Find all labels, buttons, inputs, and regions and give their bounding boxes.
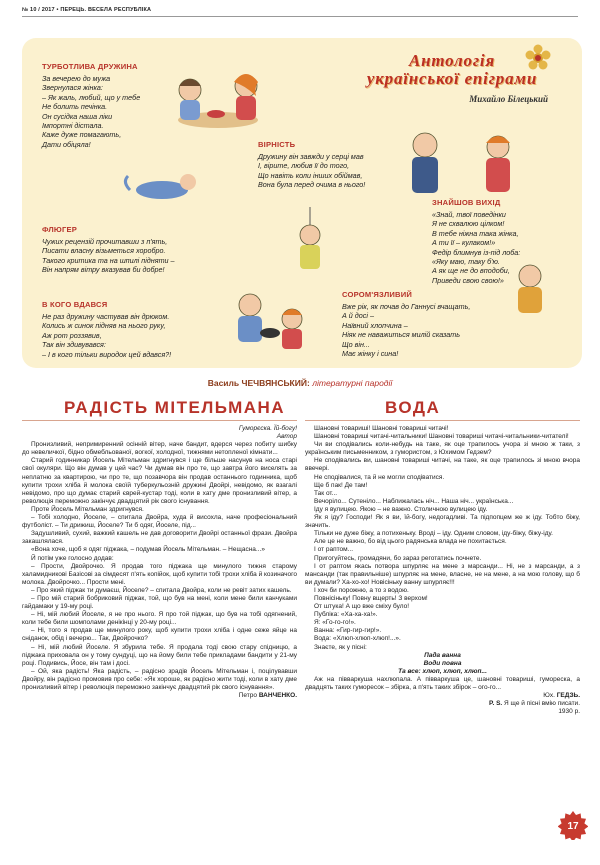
left-title-rule <box>22 420 297 421</box>
story-paragraph: Тільки не дуже біжу, а потихеньку. Вроді – іду. Одним словом, іду-біжу, біжу-іду. <box>314 530 553 538</box>
story-paragraph: Вечоріло... Сутеніло... Наближалась ніч... Наша ніч... українська... <box>314 497 514 505</box>
story-paragraph: Знаєте, як у пісні: <box>314 643 367 651</box>
critic-weathervane-illustration <box>280 205 340 275</box>
signature-last: ВАНЧЕНКО. <box>258 692 297 700</box>
story-paragraph: Але це не важно, бо від цього радянська влада не похитається. <box>314 538 507 546</box>
story-paragraph: Не сподівались ви, шановні товариші читачі, на таке, як оце трапилось зі мною вчора ввечері. <box>305 457 580 473</box>
anthology-title-line2: української епіграми <box>366 69 538 88</box>
epigram-line: А ти її – кулаком!» <box>432 238 496 248</box>
story-paragraph: Ванна: «Гир-гир-гир!». <box>314 627 382 635</box>
epigram-line: Каже дуже помагають, <box>42 130 122 140</box>
story-paragraph: Іду я вулицею. Якою – не важно. Столичною вулицею іду. <box>314 505 488 513</box>
epigram-line: В тебе ніжна така жінка, <box>432 228 519 238</box>
story-paragraph: «Вона хоче, щоб я одяг піджака, – подумав Йосель Мітельман. – Нещасна...» <box>31 546 265 554</box>
signature-last: ГЕДЗЬ. <box>556 692 580 700</box>
epigram-line: Аж рот роззявив, <box>42 330 102 340</box>
epigram-caring-wife <box>42 62 140 149</box>
story-paragraph: – Тобі холодно, Йоселе, – спитала Двойра, худа й висохла, наче професіональний футболіст. – Ти дрижиш, Йоселе? Ти б одяг, Йоселе, під... <box>22 514 297 530</box>
story-paragraph: – Ні, мій любий Йоселе. Я збурила тебе. Я продала тоді свою стару спідницю, а піджака приховала он у тому сундуці, що на йому били тебе прикладами бандити у 21-му році. Подивись, Йосе, він там і досі. <box>22 643 297 667</box>
story-paragraph: – Ні, того я продав ще минулого року, щоб купити трохи хліба і одне сеже яйце на сніданок, обід і вечерю... Так, Двойрочко? <box>22 627 297 643</box>
ps-text: Я ще й пісні вмію писати. <box>504 700 580 708</box>
epigram-line: Імпортні дістала. <box>42 121 104 131</box>
story-paragraph: І от раптом... <box>314 546 354 554</box>
story-paragraph: Й потім уже голосно додав: <box>31 554 114 562</box>
story-paragraph: Пронизливий, непримиренний осінній вітер, наче бандит, вдерся через побиту шибку до невеличкої, бідно обмебльованої, вогкої, холодної, тижнями нетопленої кімнати... <box>22 441 297 457</box>
left-story-signature <box>22 692 297 700</box>
epigram-line: Такого критика та на шпилі підняти – <box>42 255 175 265</box>
epigram-line: «Знай, твої поведінки <box>432 210 506 219</box>
story-paragraph: Не сподівалися, та й не могли сподіватися. <box>314 473 445 481</box>
epigram-line: Що він... <box>342 339 370 349</box>
anthology-author: Михайло Білецький <box>469 94 548 104</box>
story-paragraph: Повнісіньку! Повну вщерть! З верхом! <box>314 594 428 602</box>
page-number-badge-icon <box>558 810 588 840</box>
epigram-whom-he-takes-after <box>42 300 171 359</box>
epigram-title: ВІРНІСТЬ <box>258 140 296 149</box>
song-line: Води повна <box>423 659 462 667</box>
epigram-line: Он сусідка наша ліки <box>42 111 113 121</box>
story-paragraph: Проте Йосель Мітельман здригнувся. <box>31 505 144 513</box>
anthology-title-line1: Антологія <box>408 51 496 70</box>
shy-boy-illustration <box>500 258 560 318</box>
anthology-heading <box>352 52 552 104</box>
epigram-title: СОРОМ'ЯЗЛИВИЙ <box>342 290 413 299</box>
right-story-title: ВОДА <box>385 398 441 417</box>
story-genre-note: Автор <box>276 433 297 441</box>
header-rule <box>22 16 578 17</box>
epigram-line: І, вірите, любив її до того, <box>258 161 350 171</box>
story-paragraph: Так от... <box>314 489 338 497</box>
story-paragraph: – Ой, яка радість! Яка радість, – радісно зрадів Йосель Мітельман і, поцілувавши Двойру, він радісно промовив про себе: «Як хороше, як радісно жити тоді, коли в хату дме пронизливий вітер і революція переможно закінчує двадцятий рік свого існування». <box>22 667 297 691</box>
right-story-column <box>305 425 580 716</box>
epigram-line: Писати власну візьметься хоробро. <box>42 246 166 256</box>
epigram-title: ТУРБОТЛИВА ДРУЖИНА <box>42 62 138 71</box>
cat-illustration <box>122 168 202 204</box>
page-number: 17 <box>567 821 579 832</box>
dinner-couple-illustration <box>160 64 280 144</box>
epigram-line: За вечерею до мужа <box>42 74 111 83</box>
left-story-title: РАДІСТЬ МІТЕЛЬМАНА <box>64 398 286 417</box>
epigram-shy-one <box>342 290 470 358</box>
epigram-title: ЗНАЙШОВ ВИХІД <box>432 198 501 207</box>
epigram-line: А як ще не до вподоби, <box>432 266 510 276</box>
ps-label: P. S. <box>488 700 503 708</box>
epigram-line: Наївний хлопчина – <box>342 320 408 330</box>
song-line: Та все: хлюп, хлюп, хлюп... <box>398 667 487 675</box>
left-story-column <box>22 425 297 700</box>
story-paragraph: Вода: «Хлюп-хлюп-хлюп!...». <box>314 635 401 643</box>
story-paragraph: – Про мій старий бобриковий піджак, той, що був на мені, коли мене били канчуками гайдамаки у 19-му році. <box>22 594 297 611</box>
story-paragraph: І от раптом якась потвора шпурляє на мене з марсанди... Ні, не з марсанди, а з мансанди (так правильніше) шпурляє на мене, власне, не на мене, а на мою голову, що б ви думали? Ха-хо-хо! Новісіньку ванну шпурляє!!! <box>305 562 580 586</box>
epigram-title: ФЛЮГЕР <box>42 225 77 234</box>
epigram-line: – І в кого тільки виродок цей вдався?! <box>42 349 172 359</box>
story-paragraph: Старий годинникар Йосель Мітельман здригнувся і ще більше насунув на носа старі свої окуляри. Що він думав у цей час? Чи думав він про те, що завтра його виселять за неплатню за квартирою, чи про те, що позавчора він продав останнього годинника, щоб купити трохи хліба й молока своїй туберкульозній дружині Двойрі, невідомо, як взагалі невідомо, про що думає старий єврей-кустар тоді, коли в хату дме пронизливий вітер, а революція переможно закінчує двадцятий рік свого існування. <box>22 457 297 505</box>
signature-first: Петро <box>238 692 257 700</box>
byline-subtitle: літературні пародії <box>312 378 393 388</box>
story-paragraph: Шановні товариші читачі-читальники! Шановні товариші читачі-читальники-читателі! <box>314 433 569 441</box>
epigram-line: Не раз дружину частував він дрюком. <box>42 312 170 321</box>
epigram-line: А й досі – <box>342 311 374 321</box>
right-story-signature <box>305 692 580 700</box>
epigram-line: Так він здивувався: <box>42 340 106 350</box>
story-paragraph: Як я іду? Господи! Як я ви, їй-богу, недогадливі. Та підпопцем же ж іду. Тобто біжу, значить. <box>305 514 580 530</box>
epigram-line: Приведи свою свою!» <box>432 275 504 285</box>
epigram-weathervane <box>42 225 175 275</box>
epigram-line: «Яку маю, таку б'ю. <box>432 257 500 267</box>
parody-byline <box>0 378 600 388</box>
story-paragraph: Пригогуйтесь, громадяни, бо зараз реготатись почнете. <box>314 554 482 562</box>
epigram-line: Колись ж синок підняв на нього руку, <box>42 321 166 331</box>
ps-year: 1930 р. <box>558 708 580 716</box>
story-paragraph: Аж на півваркуша нахлюпала. А півваркуша це, шановні товариші, гумореска, а двадцять таких гуморесок – збірка, а п'ять таких збірок – ого-го... <box>305 675 580 691</box>
issue-header: № 10 / 2017 • ПЕРЕЦЬ. ВЕСЕЛА РЕСПУБЛІКА <box>22 7 152 13</box>
father-son-illustration <box>220 285 320 355</box>
epigram-line: Звернулася жінка: <box>42 83 103 93</box>
story-paragraph: От штука! А що вже сміху було! <box>314 603 409 611</box>
epigram-title: В КОГО ВДАВСЯ <box>42 300 108 309</box>
story-paragraph: Шановні товариші! Шановні товариші читачі! <box>314 425 449 432</box>
byline-author: Василь ЧЕЧВЯНСЬКИЙ: <box>207 378 310 388</box>
story-paragraph: – Про який піджак ти думаєш, Йоселе? – спитала Двойра, коли не ревіт затих кашель. <box>31 586 292 594</box>
song-line: Пада ванна <box>424 651 461 659</box>
epigram-line: Ніяк не наважиться милій сказать <box>342 330 461 340</box>
story-paragraph: Ще б пак! Де там! <box>314 481 368 489</box>
story-paragraph: І хоч би порожню, а то з водою. <box>314 586 409 594</box>
epigram-line: Я не схвалюю цілком! <box>432 219 505 229</box>
epigram-line: Федір блимнув із-під лоба: <box>432 247 521 257</box>
story-paragraph: Чи ви сподівались коли-небудь на таке, як оце трапилось учора зі мною ж таки, з українським письменником, з гумористом, з Юхимом Гедзем? <box>305 441 580 457</box>
epigram-line: Дружину він завжди у серці мав <box>258 152 364 161</box>
epigram-fidelity <box>258 140 365 190</box>
story-paragraph: – Прости, Двойрочко. Я продав того піджака ще минулого тижня старому халамидникові Базісові за сімдесят п'ять копійок, щоб купити тобі трохи хліба й козиначого молока. Двойрочко... Прости мені. <box>22 562 297 586</box>
story-genre: Гуморєска. Їй-богу! <box>238 425 297 432</box>
epigram-line: Не болить печінка. <box>42 102 108 112</box>
epigram-line: Має жінку і сина! <box>342 349 399 359</box>
story-paragraph: Задушливий, сухий, важкий кашель не дав договорити Двойрі останньої фрази. Двойра закашлялася. <box>22 530 297 546</box>
story-paragraph: – Ні, мій любий Йоселе, я не про нього. Я про той піджак, що був на тобі одягнений, коли тебе били шомполами денікінці у 20-му році... <box>22 611 297 627</box>
epigram-line: Дати обіцяла! <box>42 139 91 149</box>
postscript <box>305 700 580 708</box>
epigram-line: Вже рік, як почав до Ганнусі вчащать, <box>342 302 471 311</box>
story-paragraph: Я: «Го-го-го!». <box>314 619 356 627</box>
epigram-line: Вона була перед очима в нього! <box>258 180 366 190</box>
signature-first: Юх. <box>543 692 555 700</box>
story-paragraph: Публіка: «Ха-ха-ха!». <box>314 611 378 619</box>
couple-fight-illustration <box>380 125 540 200</box>
epigram-line: – Як жаль, любий, що у тебе <box>42 92 141 102</box>
epigram-line: Що навіть коли інших обіймав, <box>258 170 363 180</box>
epigram-line: Чужих рецензій прочитавши з п'ять, <box>42 237 168 246</box>
epigram-line: Він напрям вітру вказував би добре! <box>42 265 165 275</box>
right-title-rule <box>305 420 580 421</box>
